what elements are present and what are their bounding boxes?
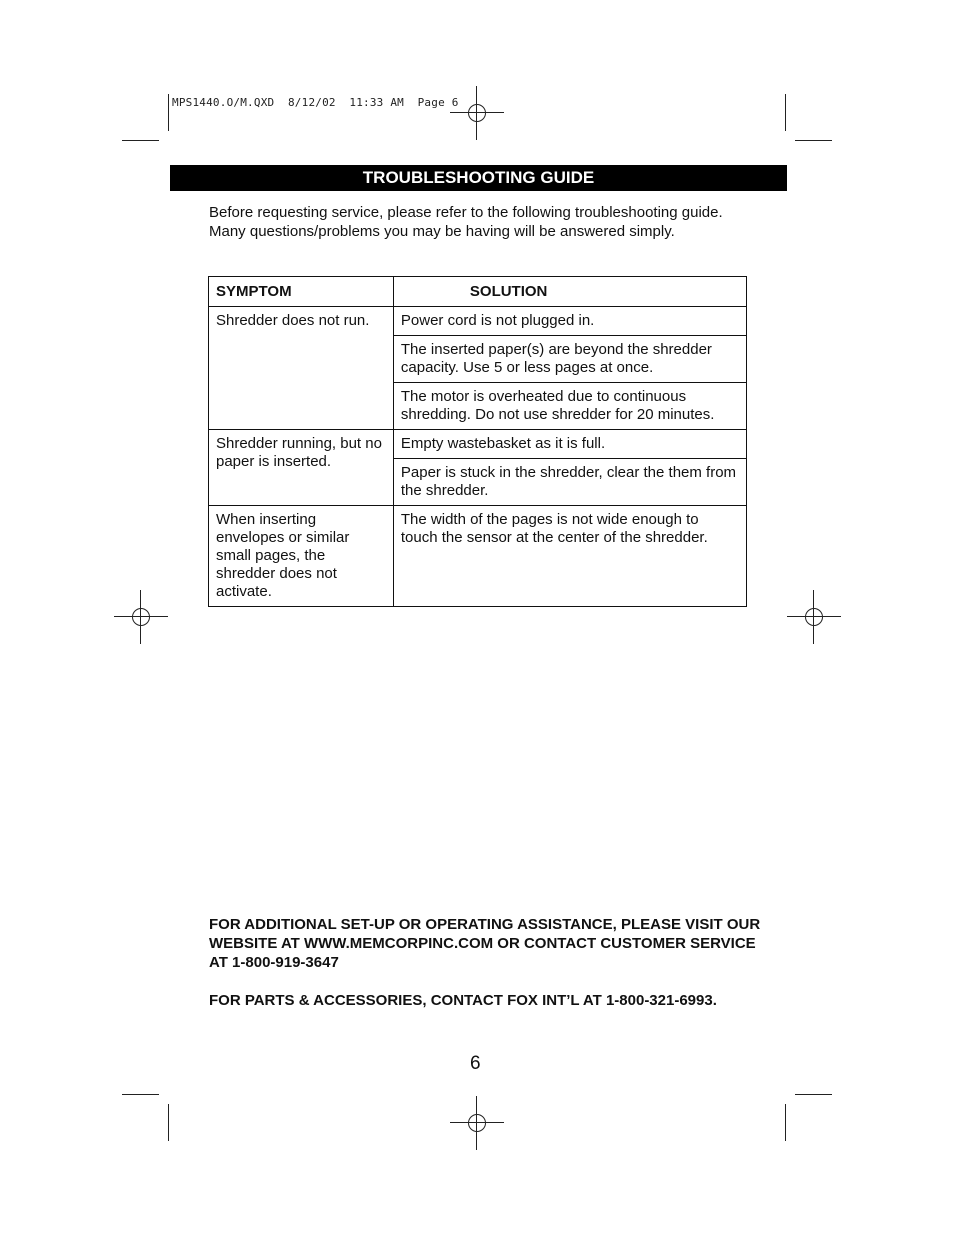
crop-mark-bottom-left-v <box>168 1104 169 1141</box>
crop-mark-top-right-h <box>795 140 832 141</box>
solution-cell: Power cord is not plugged in. <box>393 307 746 336</box>
crop-mark-bottom-right-v <box>785 1104 786 1141</box>
table-header-row <box>209 277 747 307</box>
table-row <box>209 307 747 336</box>
contact-notice <box>209 915 769 1010</box>
crop-mark-top-left-h <box>122 140 159 141</box>
solution-cell: Paper is stuck in the shredder, clear the them from the shredder. <box>393 459 746 506</box>
table-row <box>209 506 747 607</box>
table-row <box>209 430 747 459</box>
page-number: 6 <box>470 1053 481 1074</box>
solution-cell: The inserted paper(s) are beyond the shredder capacity. Use 5 or less pages at once. <box>393 336 746 383</box>
crop-mark-bottom-right-h <box>795 1094 832 1095</box>
print-slug: MPS1440.O/M.QXD 8/12/02 11:33 AM Page 6 <box>172 96 459 109</box>
registration-mark-left <box>124 600 158 634</box>
registration-mark-right <box>797 600 831 634</box>
crop-mark-top-right-v <box>785 94 786 131</box>
intro-paragraph: Before requesting service, please refer to the following troubleshooting guide. Many questions/problems you may be having will be answered simply. <box>209 204 723 240</box>
symptom-header: SYMPTOM <box>209 277 394 307</box>
symptom-cell: Shredder running, but no paper is inserted. <box>209 430 394 506</box>
registration-mark-bottom <box>460 1106 494 1140</box>
symptom-cell: When inserting envelopes or similar small pages, the shredder does not activate. <box>209 506 394 607</box>
assistance-notice: FOR ADDITIONAL SET-UP OR OPERATING ASSISTANCE, PLEASE VISIT OUR WEBSITE AT WWW.MEMCORPINC.COM OR CONTACT CUSTOMER SERVICE AT 1-800-919-3647 <box>209 916 761 971</box>
solution-cell: The width of the pages is not wide enough to touch the sensor at the center of the shredder. <box>393 506 746 607</box>
troubleshooting-table <box>208 276 747 607</box>
registration-mark-top <box>460 96 494 130</box>
symptom-cell: Shredder does not run. <box>209 307 394 430</box>
solution-header: SOLUTION <box>393 277 746 307</box>
crop-mark-bottom-left-h <box>122 1094 159 1095</box>
solution-cell: The motor is overheated due to continuous shredding. Do not use shredder for 20 minutes. <box>393 383 746 430</box>
parts-notice: FOR PARTS & ACCESSORIES, CONTACT FOX INT’L AT 1-800-321-6993. <box>209 992 717 1009</box>
page-title: TROUBLESHOOTING GUIDE <box>170 165 787 191</box>
solution-cell: Empty wastebasket as it is full. <box>393 430 746 459</box>
crop-mark-top-left-v <box>168 94 169 131</box>
